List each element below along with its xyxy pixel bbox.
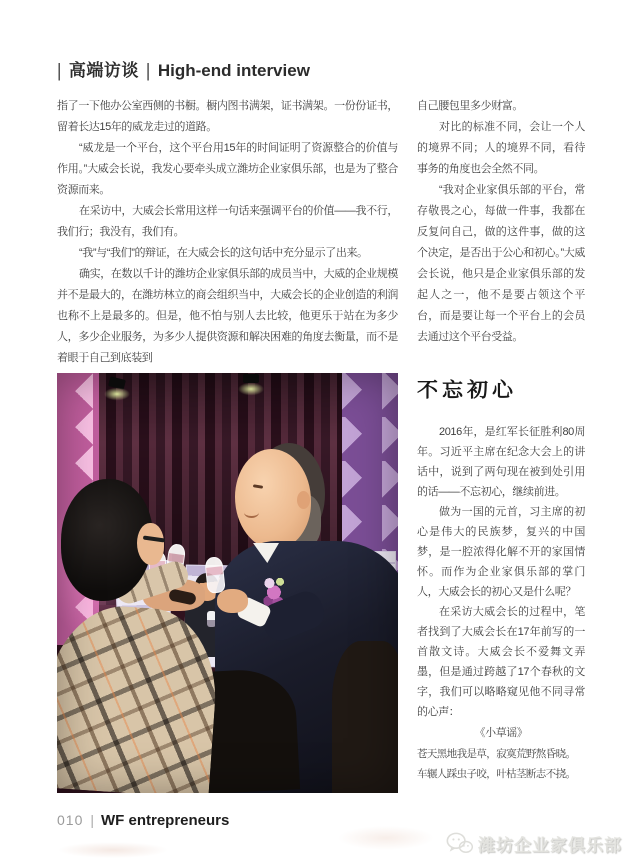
left-column (57, 96, 398, 369)
footer-divider: | (90, 812, 94, 828)
paragraph: 2016年，是红军长征胜利80周年。习近平主席在纪念大会上的讲话中，说到了两句现在被到处引用的话——不忘初心，继续前进。 (417, 426, 585, 498)
paragraph: “威龙是一个平台，这个平台用15年的时间证明了资源整合的价值与作用。”大威会长说，我发心要牵头成立潍坊企业家俱乐部，也是为了整合资源而来。 (57, 142, 398, 196)
paragraph: 对比的标准不同，会让一个人的境界不同；人的境界不同，看待事务的角度也会全然不同。 (417, 121, 585, 175)
header-title-zh: 高端访谈 (68, 61, 139, 80)
header-bar-left: | (57, 60, 62, 81)
paragraph: 指了一下他办公室西侧的书橱。橱内图书满架，证书满架。一份份证书，留着长达15年的威龙走过的道路。 (57, 100, 398, 133)
wechat-logo-icon (446, 832, 473, 855)
paragraph: “我对企业家俱乐部的平台，常存敬畏之心，每做一件事，我都在反复问自己，做的这件事，做的这个决定，是否出于公心和初心。”大威会长说，他只是企业家俱乐部的发起人之一，他不是要占领这个平台，而是要让每一个平台上的会员去通过这个平台受益。 (417, 184, 585, 343)
header-bar-mid: | (145, 60, 151, 81)
paragraph: 在采访大威会长的过程中，笔者找到了大威会长在17年前写的一首散文诗。大威会长不爱舞文弄墨，但是通过跨越了17个春秋的文字，我们可以略略窥见他不同寻常的心声： (417, 606, 585, 718)
paragraph: 做为一国的元首，习主席的初心是伟大的民族梦，复兴的中国梦，是一腔浓得化解不开的家国情怀。而作为企业家俱乐部的掌门人，大威会长的初心又是什么呢？ (417, 506, 585, 598)
paragraph: 确实，在数以千计的潍坊企业家俱乐部的成员当中，大威的企业规模并不是最大的，在潍坊林立的商会组织当中，大威会长的企业创造的利润也称不上是最多的。但是，他不怕与别人去比较，他更乐于站在为多少人，多少企业服务，为多少人提供资源和解决困难的角度去衡量，而不是着眼于自己到底装到 (57, 268, 398, 364)
poem-title: 《小草谣》 (474, 727, 528, 739)
event-photo (57, 373, 398, 793)
scan-smudge (58, 842, 168, 858)
poem-line: 车辗人踩虫子咬，叶枯茎断志不挠。 (417, 768, 576, 780)
watermark (446, 831, 622, 856)
scan-smudge (338, 826, 434, 850)
page-footer (57, 812, 229, 829)
magazine-name: WF entrepreneurs (101, 812, 230, 829)
photo-vignette (57, 373, 398, 793)
section-header (57, 56, 310, 81)
page-number: 010 (57, 812, 84, 828)
header-title-en: High-end interview (157, 61, 310, 80)
section-heading: 不忘初心 (417, 379, 517, 402)
right-column (417, 96, 585, 784)
poem-line: 苍天黑地我是草，寂寞荒野熬昏晓。 (417, 748, 576, 760)
watermark-label: 潍坊企业家俱乐部 (478, 836, 622, 855)
paragraph: “我”与“我们”的辩证，在大威会长的这句话中充分显示了出来。 (79, 247, 368, 259)
paragraph: 在采访中，大威会长常用这样一句话来强调平台的价值——我不行，我们行；我没有，我们有。 (57, 205, 398, 238)
paragraph: 自己腰包里多少财富。 (417, 100, 523, 112)
